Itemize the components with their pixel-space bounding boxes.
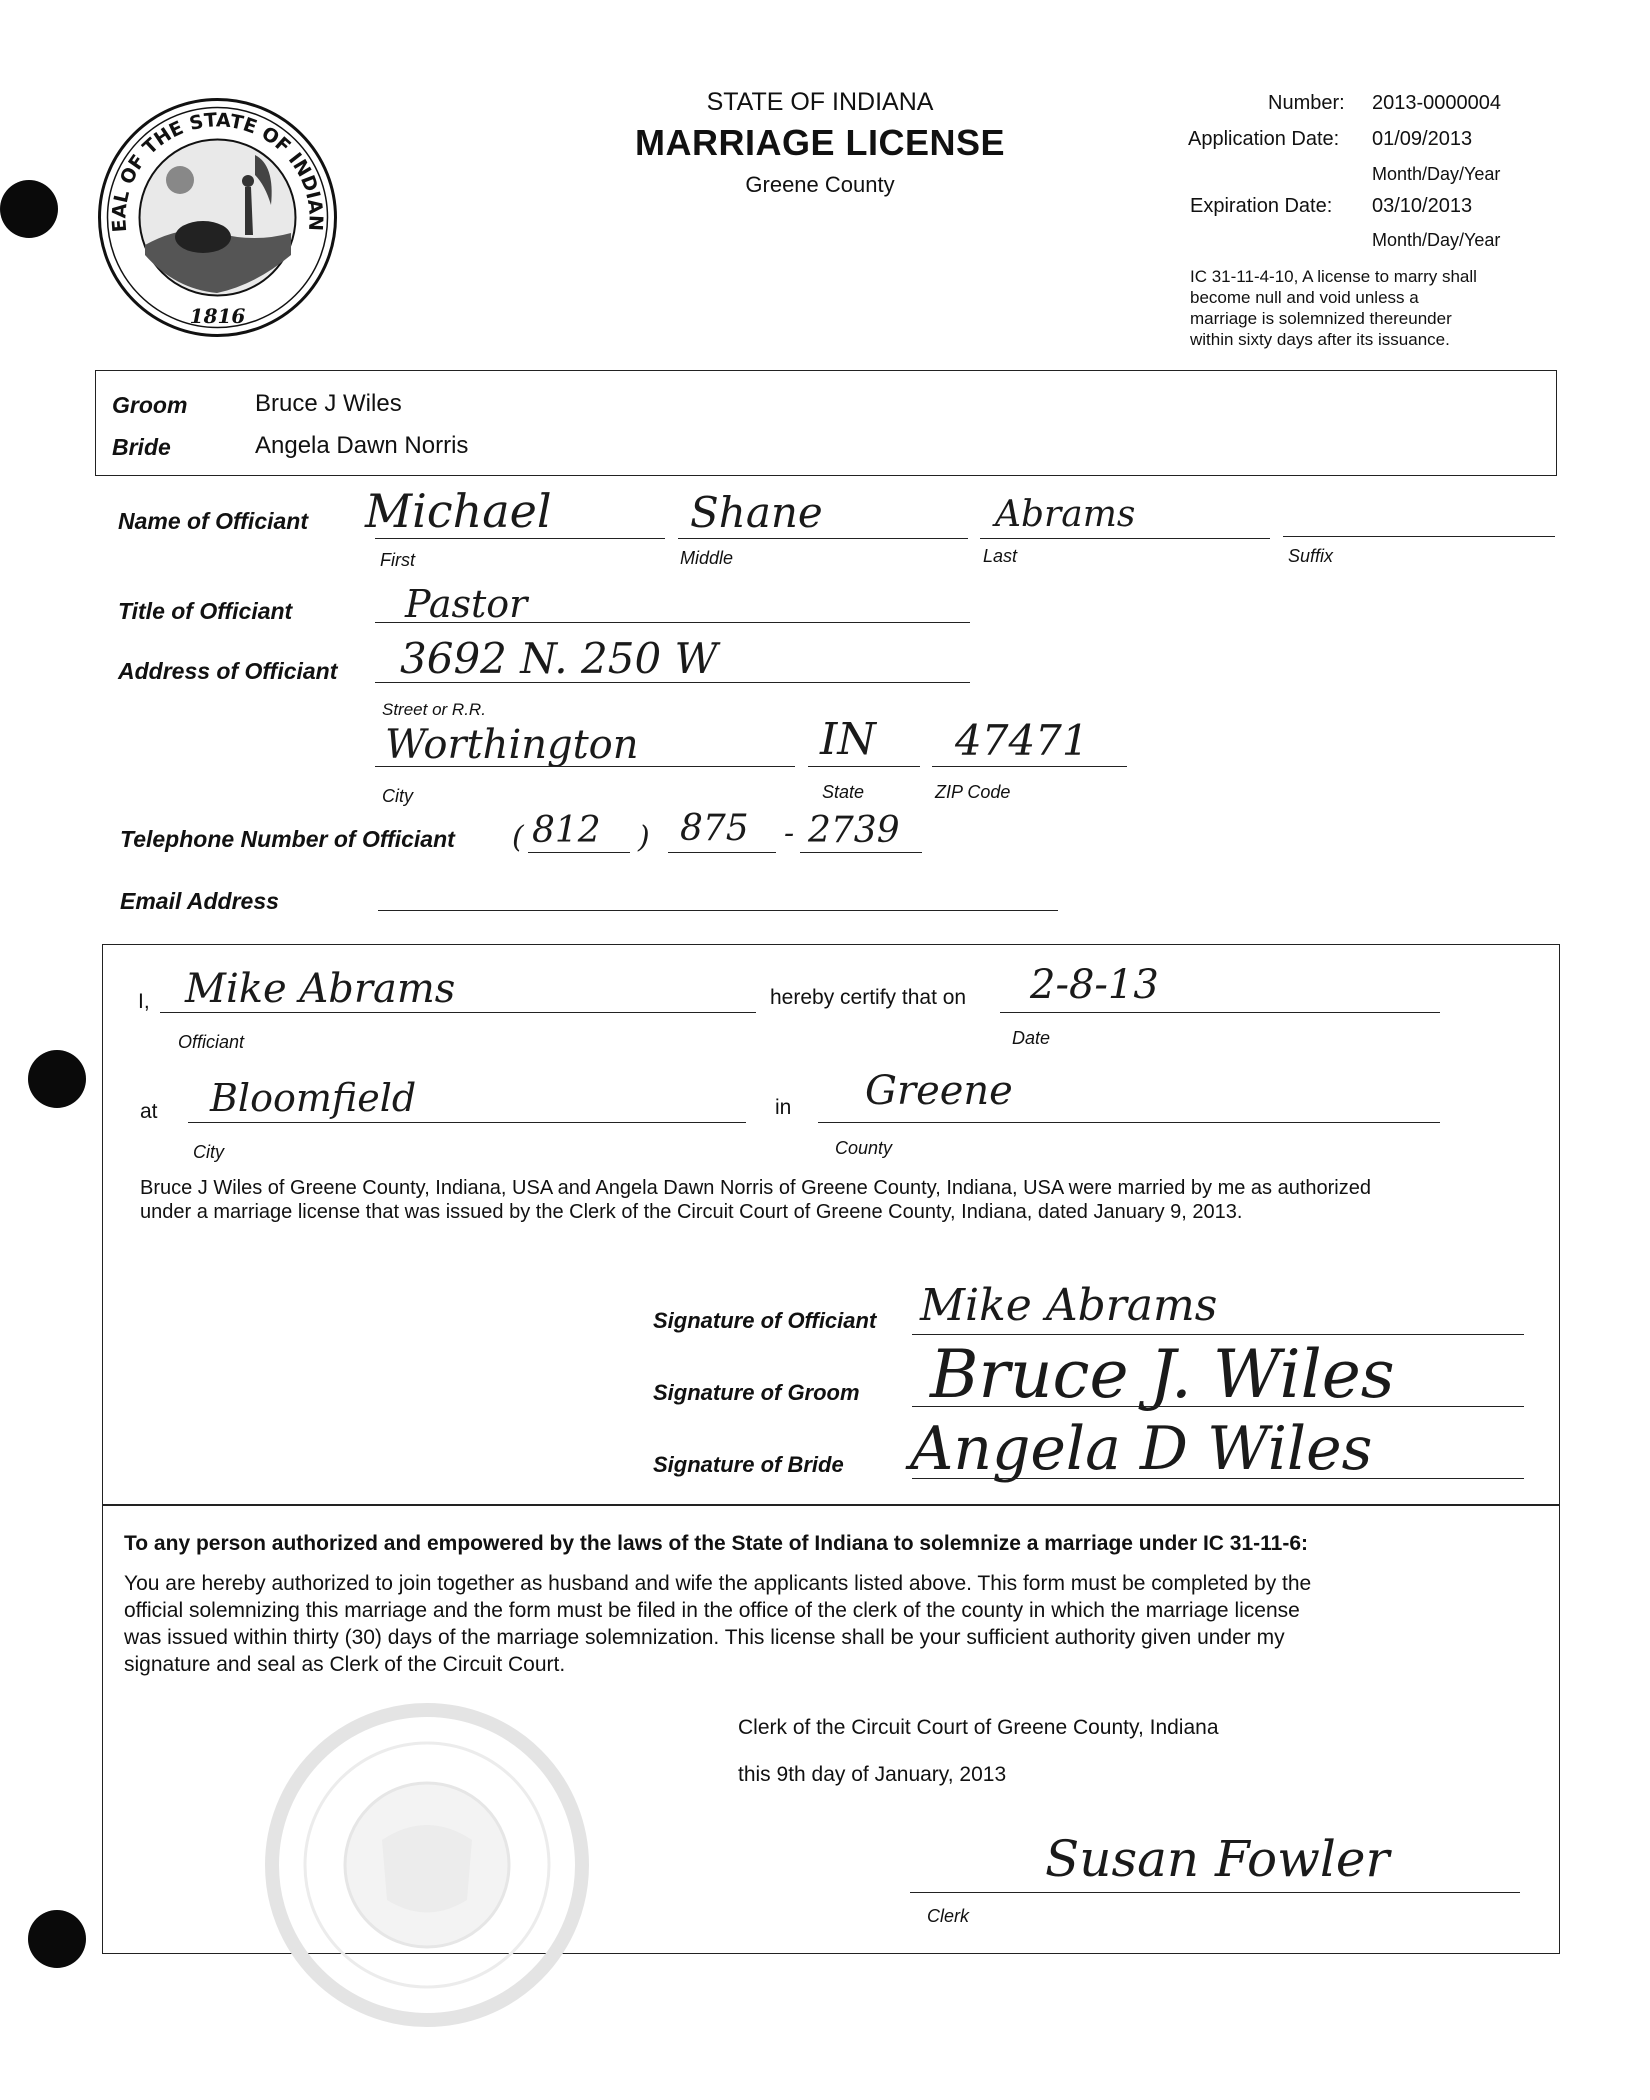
clerk-day-line: this 9th day of January, 2013 [738,1763,1007,1786]
officiant-signature: Mike Abrams [920,1280,1218,1331]
license-number: 2013-0000004 [1372,92,1502,114]
date-format-caption: Month/Day/Year [1372,164,1501,184]
city-line [375,766,795,767]
cert-county-caption: County [835,1138,893,1158]
state-seal-icon [95,95,340,340]
street-line [375,682,970,683]
email-label: Email Address [120,888,279,914]
last-caption: Last [983,546,1018,566]
area-code-line [528,852,630,853]
email-line [378,910,1058,911]
phone-prefix: 875 [680,808,749,849]
statute-line: within sixty days after its issuance. [1190,330,1450,349]
statement-line: under a marriage license that was issued by the Clerk of the Circuit Court of Greene County, Indiana, dated January 9, 2013. [140,1201,1243,1223]
officiant-title-label: Title of Officiant [118,598,293,624]
officiant-state: IN [820,714,876,765]
first-caption: First [380,550,415,570]
page-title: MARRIAGE LICENSE [634,122,1006,163]
seal-ring-text: EAL OF THE STATE OF INDIAN [108,109,327,233]
groom-signature: Bruce J. Wiles [930,1336,1395,1413]
bride-signature: Angela D Wiles [910,1414,1373,1484]
cert-city: Bloomfield [210,1076,417,1120]
state-caption: State [822,782,865,802]
number-label: Number: [1268,92,1345,114]
cert-officiant-caption: Officiant [178,1032,245,1052]
officiant-first-name: Michael [365,484,552,538]
statute-line: IC 31-11-4-10, A license to marry shall [1190,267,1477,286]
embossed-seal-icon [262,1700,592,2030]
groom-signature-line [912,1406,1524,1407]
officiant-phone-label: Telephone Number of Officiant [120,826,455,852]
phone-line-number: 2739 [808,810,900,851]
zip-line [932,766,1127,767]
line-number-line [800,852,922,853]
cert-date-caption: Date [1012,1028,1051,1048]
suffix-line [1283,536,1555,537]
clerk-embossed-seal [262,1700,592,2030]
officiant-signature-line [912,1334,1524,1335]
bride-label: Bride [112,434,171,460]
seal-year: 1816 [189,304,246,328]
authorization-heading: To any person authorized and empowered by the laws of the State of Indiana to solemnize a marriage under IC 31-11-6: [124,1532,1309,1555]
officiant-middle-name: Shane [690,488,823,537]
last-name-line [980,538,1270,539]
clerk-court-line: Clerk of the Circuit Court of Greene County, Indiana [738,1716,1219,1739]
cert-certify-text: hereby certify that on [770,986,967,1009]
cert-in-label: in [775,1096,792,1119]
cert-city-caption: City [193,1142,224,1162]
clerk-signature-line [910,1892,1520,1893]
officiant-street: 3692 N. 250 W [400,634,718,683]
bride-signature-label: Signature of Bride [653,1452,844,1477]
phone-dash: - [784,816,795,851]
clerk-caption: Clerk [927,1906,970,1926]
first-name-line [375,538,665,539]
expiration-date: 03/10/2013 [1372,195,1473,217]
statement-line: Bruce J Wiles of Greene County, Indiana, USA and Angela Dawn Norris of Greene County, Indiana, USA were married by me as authorized [140,1177,1371,1199]
cert-date: 2-8-13 [1030,962,1159,1008]
cert-city-line [188,1122,746,1123]
middle-name-line [678,538,968,539]
authorization-line: official solemnizing this marriage and the form must be filed in the office of the clerk of the county in which the marriage license [124,1599,1300,1622]
cert-officiant-name: Mike Abrams [185,966,456,1012]
city-caption: City [382,786,413,806]
officiant-address-label: Address of Officiant [118,658,338,684]
groom-name: Bruce J Wiles [255,390,402,417]
zip-caption: ZIP Code [935,782,1011,802]
bride-name: Angela Dawn Norris [255,432,469,459]
officiant-last-name: Abrams [995,494,1136,535]
clerk-signature: Susan Fowler [1045,1830,1390,1888]
punch-hole-middle [28,1050,86,1108]
header-state: STATE OF INDIANA [706,88,934,116]
officiant-signature-label: Signature of Officiant [653,1308,877,1333]
cert-at-label: at [140,1100,158,1123]
cert-date-line [1000,1012,1440,1013]
application-date-label: Application Date: [1188,128,1340,150]
officiant-name-label: Name of Officiant [118,508,308,534]
suffix-caption: Suffix [1288,546,1334,566]
groom-signature-label: Signature of Groom [653,1380,860,1405]
date-format-caption: Month/Day/Year [1372,230,1501,250]
officiant-zip: 47471 [955,716,1089,765]
officiant-title: Pastor [405,582,528,626]
authorization-line: You are hereby authorized to join together as husband and wife the applicants listed above. This form must be completed by the [124,1572,1312,1595]
phone-open-paren: ( [512,820,524,855]
authorization-body [124,1570,1544,1678]
cert-i-label: I, [138,990,150,1013]
groom-label: Groom [112,392,188,418]
cert-county: Greene [865,1068,1013,1114]
punch-hole-top [0,180,58,238]
phone-close-paren: ) [638,820,650,855]
authorization-line: was issued within thirty (30) days of the marriage solemnization. This license shall be your sufficient authority given under my [124,1626,1285,1649]
statute-line: marriage is solemnized thereunder [1190,309,1452,328]
statute-note [1190,266,1550,350]
phone-area-code: 812 [532,810,601,851]
prefix-line [668,852,776,853]
expiration-date-label: Expiration Date: [1190,195,1333,217]
header-county: Greene County [745,172,895,197]
statute-line: become null and void unless a [1190,288,1419,307]
street-caption: Street or R.R. [382,700,486,719]
state-seal [95,95,340,340]
application-date: 01/09/2013 [1372,128,1473,150]
state-line [808,766,920,767]
title-line [375,622,970,623]
couple-box [95,370,1557,476]
punch-hole-bottom [28,1910,86,1968]
bride-signature-line [912,1478,1524,1479]
authorization-line: signature and seal as Clerk of the Circuit Court. [124,1653,566,1676]
officiant-city: Worthington [385,722,639,768]
cert-county-line [818,1122,1440,1123]
cert-statement [140,1176,1540,1224]
middle-caption: Middle [680,548,734,568]
cert-officiant-line [160,1012,756,1013]
